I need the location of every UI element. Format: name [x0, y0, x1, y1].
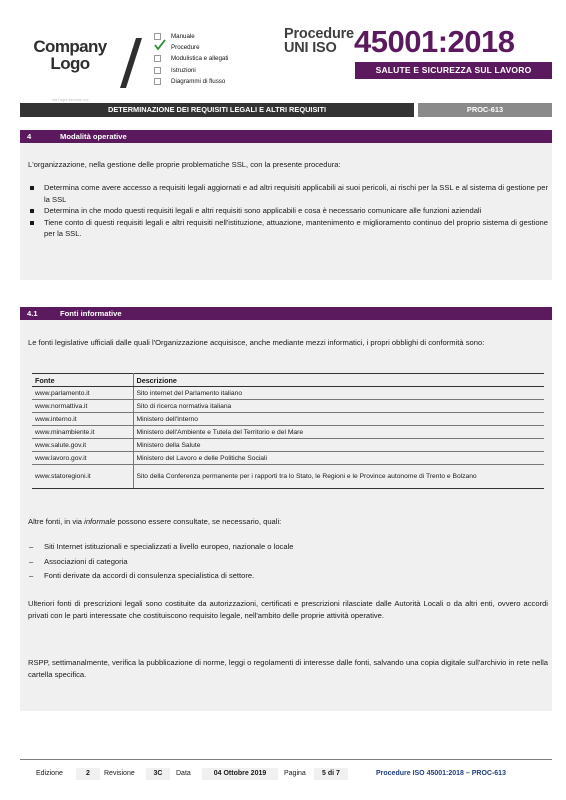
- table-cell-source: www.minambiente.it: [32, 426, 133, 439]
- doc-type-item: [150, 65, 270, 76]
- doc-type-label: Manuale: [171, 33, 195, 40]
- table-row: [32, 400, 544, 413]
- list-item-text: Siti Internet istituzionali e specializzati a livello europeo, nazionale o locale: [44, 542, 294, 551]
- table-row: [32, 426, 544, 439]
- list-item-text: Associazioni di categoria: [44, 556, 128, 566]
- doc-type-item: [150, 31, 270, 42]
- bullet-square-icon: [30, 209, 34, 213]
- table-row: [32, 387, 544, 400]
- document-code: PROC-613: [418, 103, 552, 117]
- list-item-text: Tiene conto di questi requisiti legali e altri requisiti nell'istituzione, attuazione, mantenimento e miglioramento continuo del proprio sistema di gestione per la SSL.: [44, 217, 548, 238]
- bullet-list: [28, 182, 548, 240]
- section-heading: [20, 307, 552, 320]
- table-cell-description: Sito internet del Parlamento italiano: [133, 387, 544, 400]
- document-type-list: [150, 31, 270, 87]
- edition-value: 2: [76, 768, 100, 780]
- rspp-paragraph: RSPP, settimanalmente, verifica la pubblicazione di norme, leggi o regolamenti di interesse dalle fonti, salvando una copia digitale sull'archivio in rete nella cartella specifica.: [28, 658, 548, 679]
- section-modalita-operative: [20, 130, 552, 280]
- table-row: [32, 452, 544, 465]
- checkbox-icon: [154, 67, 161, 74]
- brand-tagline: SALUTE E SICUREZZA SUL LAVORO: [355, 62, 552, 79]
- sources-table: [32, 373, 544, 489]
- table-cell-description: Ministero dell'Ambiente e Tutela del Territorio e del Mare: [133, 426, 544, 439]
- section-title: Fonti informative: [60, 309, 122, 318]
- dash-marker-icon: –: [29, 556, 34, 566]
- logo-slash-icon: [118, 38, 146, 88]
- other-sources-text: Altre fonti, in via: [28, 517, 85, 526]
- table-cell-source: www.lavoro.gov.it: [32, 452, 133, 465]
- table-cell-description: Ministero della Salute: [133, 439, 544, 452]
- list-item: [28, 182, 548, 205]
- table-cell-source: www.interno.it: [32, 413, 133, 426]
- checkbox-icon: [154, 78, 161, 85]
- checkbox-icon: [154, 55, 161, 62]
- table-row: [32, 465, 544, 489]
- logo-subtext: via l'ogni servizio coi: [52, 97, 89, 102]
- page-label: Pagina: [284, 770, 306, 777]
- list-item-text: Fonti derivate da accordi di consulenza specialistica di settore.: [44, 571, 255, 580]
- doc-type-item: [150, 53, 270, 64]
- table-row: [32, 439, 544, 452]
- dash-marker-icon: –: [29, 571, 34, 580]
- list-item: [28, 555, 548, 570]
- document-title: DETERMINAZIONE DEI REQUISITI LEGALI E ALTRI REQUISITI: [20, 103, 414, 117]
- dash-marker-icon: –: [29, 542, 34, 551]
- list-item-text: Determina in che modo questi requisiti legali e altri requisiti sono applicabili e cosa è necessario comunicare alle funzioni aziendali: [44, 206, 482, 215]
- list-item: [28, 205, 548, 217]
- column-header: Descrizione: [133, 374, 544, 387]
- footer-divider: [20, 759, 552, 760]
- doc-type-label: Diagrammi di flusso: [171, 77, 226, 85]
- section-fonti-informative: [20, 307, 552, 711]
- doc-type-label: Procedure: [171, 44, 200, 52]
- table-row: [32, 413, 544, 426]
- logo-text: [30, 38, 110, 72]
- document-reference: Procedure ISO 45001:2018 – PROC-613: [376, 770, 506, 777]
- logo-line1: Company: [33, 37, 107, 56]
- page-value: 5 di 7: [314, 768, 348, 780]
- doc-type-label: Istruzioni: [171, 66, 196, 74]
- table-cell-description: Ministero dell'Interno: [133, 413, 544, 426]
- list-item: [28, 569, 548, 584]
- list-item: [28, 217, 548, 240]
- company-logo: [30, 38, 150, 88]
- section-number: 4.1: [27, 309, 38, 318]
- doc-type-item: [150, 76, 270, 87]
- other-sources-text: possono essere consultate, se necessario, quali:: [115, 517, 282, 526]
- brand-uni-iso: UNI ISO: [284, 40, 337, 56]
- table-header-row: [32, 374, 544, 387]
- dash-list: [28, 540, 548, 584]
- doc-type-item: [150, 42, 270, 53]
- further-sources-paragraph: Ulteriori fonti di prescrizioni legali sono costituite da autorizzazioni, certificati e prescrizioni rilasciate dalle Autorità Locali o da altri enti, ovvero accordi privati con le parti interessate che costituiscono requisito legale, nell'ambito delle proprie attività operative.: [28, 599, 548, 620]
- table-cell-description: Sito della Conferenza permanente per i rapporti tra lo Stato, le Regioni e le Province autonome di Trento e Bolzano: [133, 465, 544, 489]
- doc-type-label: Modulistica e allegati: [171, 55, 229, 63]
- column-header: Fonte: [32, 374, 133, 387]
- table-cell-source: www.parlamento.it: [32, 387, 133, 400]
- section-number: 4: [27, 132, 32, 141]
- edition-label: Edizione: [36, 770, 63, 777]
- list-item-text: Determina come avere accesso a requisiti legali aggiornati e ad altri requisiti applicabili ai suoi pericoli, ai rischi per la SSL e al sistema di gestione per la SSL: [44, 183, 548, 204]
- date-value: 04 Ottobre 2019: [202, 768, 278, 780]
- brand-standard-number: 45001:2018: [354, 24, 515, 59]
- standard-brand: [284, 24, 554, 86]
- revision-label: Revisione: [104, 770, 135, 777]
- other-sources-intro: [28, 516, 548, 528]
- bullet-square-icon: [30, 221, 34, 225]
- brand-procedure: Procedure: [284, 26, 354, 42]
- section-intro: L'organizzazione, nella gestione delle proprie problematiche SSL, con la presente procedura:: [28, 160, 341, 169]
- table-cell-source: www.normattiva.it: [32, 400, 133, 413]
- checkmark-icon: [153, 39, 167, 51]
- logo-line2: Logo: [50, 54, 90, 73]
- date-label: Data: [176, 770, 191, 777]
- bullet-square-icon: [30, 186, 34, 190]
- section-intro: Le fonti legislative ufficiali dalle quali l'Organizzazione acquisisce, anche mediante mezzi informatici, i propri obblighi di conformità sono:: [28, 338, 485, 347]
- section-title: Modalità operative: [60, 132, 127, 141]
- other-sources-emphasis: informale: [84, 517, 116, 526]
- table-cell-description: Sito di ricerca normativa italiana: [133, 400, 544, 413]
- revision-value: 3C: [146, 768, 170, 780]
- list-item: [28, 540, 548, 555]
- table-cell-source: www.salute.gov.it: [32, 439, 133, 452]
- table-cell-source: www.statoregioni.it: [32, 465, 133, 489]
- section-heading: [20, 130, 552, 143]
- table-cell-description: Ministero del Lavoro e delle Politiche Sociali: [133, 452, 544, 465]
